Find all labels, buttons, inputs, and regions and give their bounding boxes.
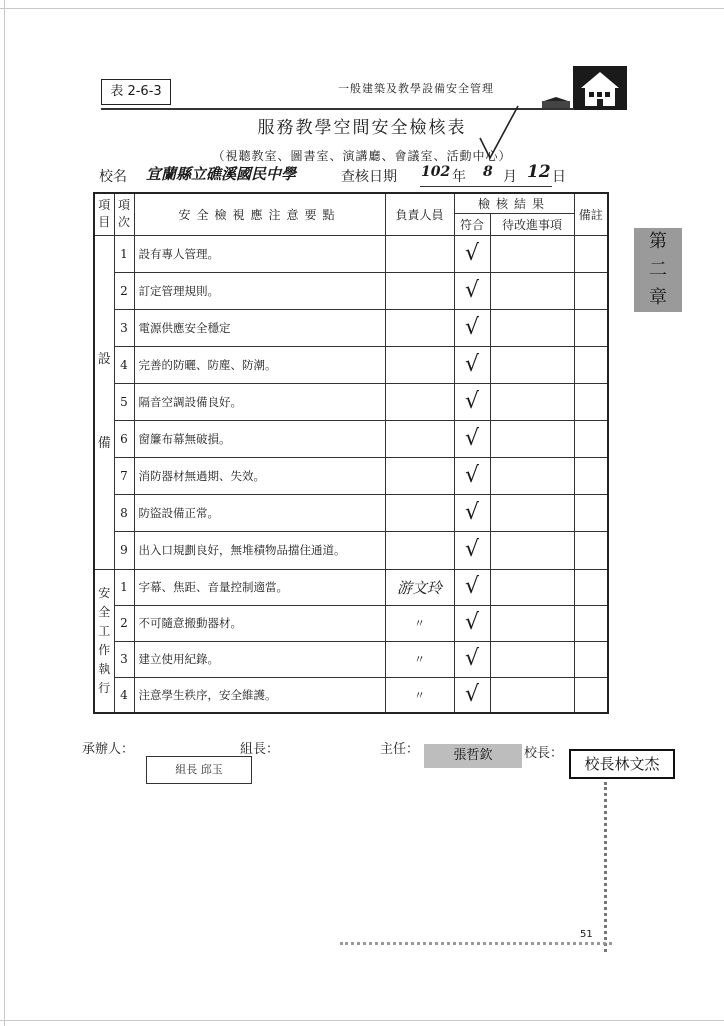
director-label: 主任：	[380, 742, 420, 757]
row-fix	[490, 494, 574, 531]
row-fix	[490, 383, 574, 420]
group-leader-label: 組長：	[240, 742, 280, 757]
row-remark	[574, 531, 608, 569]
row-person: 〃	[385, 605, 454, 641]
table-row	[94, 420, 608, 457]
header-remark: 備註	[574, 193, 608, 235]
row-check: √	[454, 531, 490, 569]
row-remark	[574, 272, 608, 309]
row-fix	[490, 641, 574, 677]
small-house-icon	[542, 94, 570, 106]
row-remark	[574, 494, 608, 531]
row-item: 電源供應安全穩定	[134, 309, 385, 346]
row-no: 9	[114, 531, 134, 569]
header-category: 項目	[94, 193, 114, 235]
date-label: 查核日期	[341, 169, 397, 185]
header-person: 負責人員	[385, 193, 454, 235]
row-no: 3	[114, 309, 134, 346]
row-person	[385, 346, 454, 383]
row-person	[385, 420, 454, 457]
row-check: √	[454, 569, 490, 605]
row-item: 字幕、焦距、音量控制適當。	[134, 569, 385, 605]
row-item: 建立使用紀錄。	[134, 641, 385, 677]
row-person	[385, 494, 454, 531]
table-code-label: 表 2-6-3	[101, 79, 171, 105]
row-no: 5	[114, 383, 134, 420]
row-item: 不可隨意搬動器材。	[134, 605, 385, 641]
row-check: √	[454, 272, 490, 309]
row-no: 4	[114, 346, 134, 383]
row-remark	[574, 346, 608, 383]
row-fix	[490, 531, 574, 569]
row-remark	[574, 420, 608, 457]
row-no: 3	[114, 641, 134, 677]
row-remark	[574, 677, 608, 713]
table-row	[94, 677, 608, 713]
group-leader-stamp: 組長 邱玉	[146, 756, 252, 784]
row-remark	[574, 235, 608, 272]
row-check: √	[454, 309, 490, 346]
scan-border-bottom	[0, 1020, 724, 1021]
row-check: √	[454, 457, 490, 494]
row-no: 1	[114, 235, 134, 272]
row-check: √	[454, 494, 490, 531]
row-person	[385, 309, 454, 346]
row-check: √	[454, 641, 490, 677]
row-check: √	[454, 677, 490, 713]
row-fix	[490, 677, 574, 713]
table-row	[94, 457, 608, 494]
director-stamp: 張哲欽	[424, 744, 522, 768]
row-fix	[490, 346, 574, 383]
table-row	[94, 235, 608, 272]
header-pass: 符合	[454, 213, 490, 235]
table-row	[94, 641, 608, 677]
row-check: √	[454, 235, 490, 272]
row-person: 〃	[385, 641, 454, 677]
table-row	[94, 569, 608, 605]
row-item: 完善的防曬、防塵、防潮。	[134, 346, 385, 383]
row-remark	[574, 383, 608, 420]
header-fix: 待改進事項	[490, 213, 574, 235]
row-item: 訂定管理規則。	[134, 272, 385, 309]
row-remark	[574, 605, 608, 641]
row-no: 2	[114, 605, 134, 641]
table-row	[94, 494, 608, 531]
row-person: 〃	[385, 677, 454, 713]
row-fix	[490, 309, 574, 346]
row-check: √	[454, 383, 490, 420]
row-check: √	[454, 420, 490, 457]
row-fix	[490, 457, 574, 494]
row-person	[385, 457, 454, 494]
row-no: 4	[114, 677, 134, 713]
row-fix	[490, 569, 574, 605]
scan-border-top	[0, 8, 724, 9]
row-item: 防盜設備正常。	[134, 494, 385, 531]
row-item: 消防器材無過期、失效。	[134, 457, 385, 494]
page-number: 51	[580, 929, 593, 940]
header-index: 項次	[114, 193, 134, 235]
row-item: 出入口規劃良好，無堆積物品擋住通道。	[134, 531, 385, 569]
row-remark	[574, 457, 608, 494]
row-item: 窗簾布幕無破損。	[134, 420, 385, 457]
principal-label: 校長：	[524, 746, 564, 761]
school-name: 宜蘭縣立礁溪國民中學	[146, 165, 297, 183]
row-item: 隔音空調設備良好。	[134, 383, 385, 420]
row-item: 注意學生秩序，安全維護。	[134, 677, 385, 713]
row-remark	[574, 309, 608, 346]
row-remark	[574, 641, 608, 677]
form-subtitle: （視聽教室、圖書室、演講廳、會議室、活動中心）	[212, 149, 512, 163]
date-underline	[420, 186, 552, 187]
header-result: 檢核結果	[454, 193, 574, 213]
header-item: 安全檢視應注意要點	[134, 193, 385, 235]
handwritten-checkmark-stroke	[478, 104, 522, 168]
row-item: 設有專人管理。	[134, 235, 385, 272]
day-unit: 日	[552, 169, 566, 185]
date-month: 8	[483, 164, 493, 180]
row-no: 7	[114, 457, 134, 494]
section-title: 一般建築及教學設備安全管理	[338, 82, 494, 95]
school-label: 校名	[99, 169, 127, 185]
binding-strip	[604, 782, 611, 952]
principal-stamp: 校長林文杰	[569, 749, 675, 779]
inspection-table	[93, 192, 609, 714]
row-no: 8	[114, 494, 134, 531]
row-no: 1	[114, 569, 134, 605]
table-row	[94, 605, 608, 641]
table-row	[94, 531, 608, 569]
year-unit: 年	[452, 169, 466, 185]
bottom-dotted-strip	[340, 942, 612, 949]
section-safety-work: 安全工作執行	[94, 569, 114, 713]
row-person	[385, 235, 454, 272]
row-check: √	[454, 605, 490, 641]
handler-label: 承辦人：	[82, 742, 135, 757]
row-person: 游文玲	[385, 569, 454, 605]
row-fix	[490, 235, 574, 272]
row-fix	[490, 420, 574, 457]
table-row	[94, 272, 608, 309]
table-row	[94, 309, 608, 346]
row-no: 2	[114, 272, 134, 309]
row-fix	[490, 605, 574, 641]
row-check: √	[454, 346, 490, 383]
row-person	[385, 383, 454, 420]
school-building-icon	[573, 66, 627, 110]
date-year: 102	[421, 164, 451, 180]
form-title: 服務教學空間安全檢核表	[257, 118, 467, 138]
month-unit: 月	[503, 169, 517, 185]
table-row	[94, 383, 608, 420]
chapter-side-tab: 第二章	[634, 228, 682, 312]
section-equipment: 設備	[94, 235, 114, 569]
table-header-row	[94, 193, 608, 213]
date-day: 12	[527, 162, 551, 182]
row-no: 6	[114, 420, 134, 457]
table-row	[94, 346, 608, 383]
row-person	[385, 272, 454, 309]
row-remark	[574, 569, 608, 605]
row-fix	[490, 272, 574, 309]
row-person	[385, 531, 454, 569]
